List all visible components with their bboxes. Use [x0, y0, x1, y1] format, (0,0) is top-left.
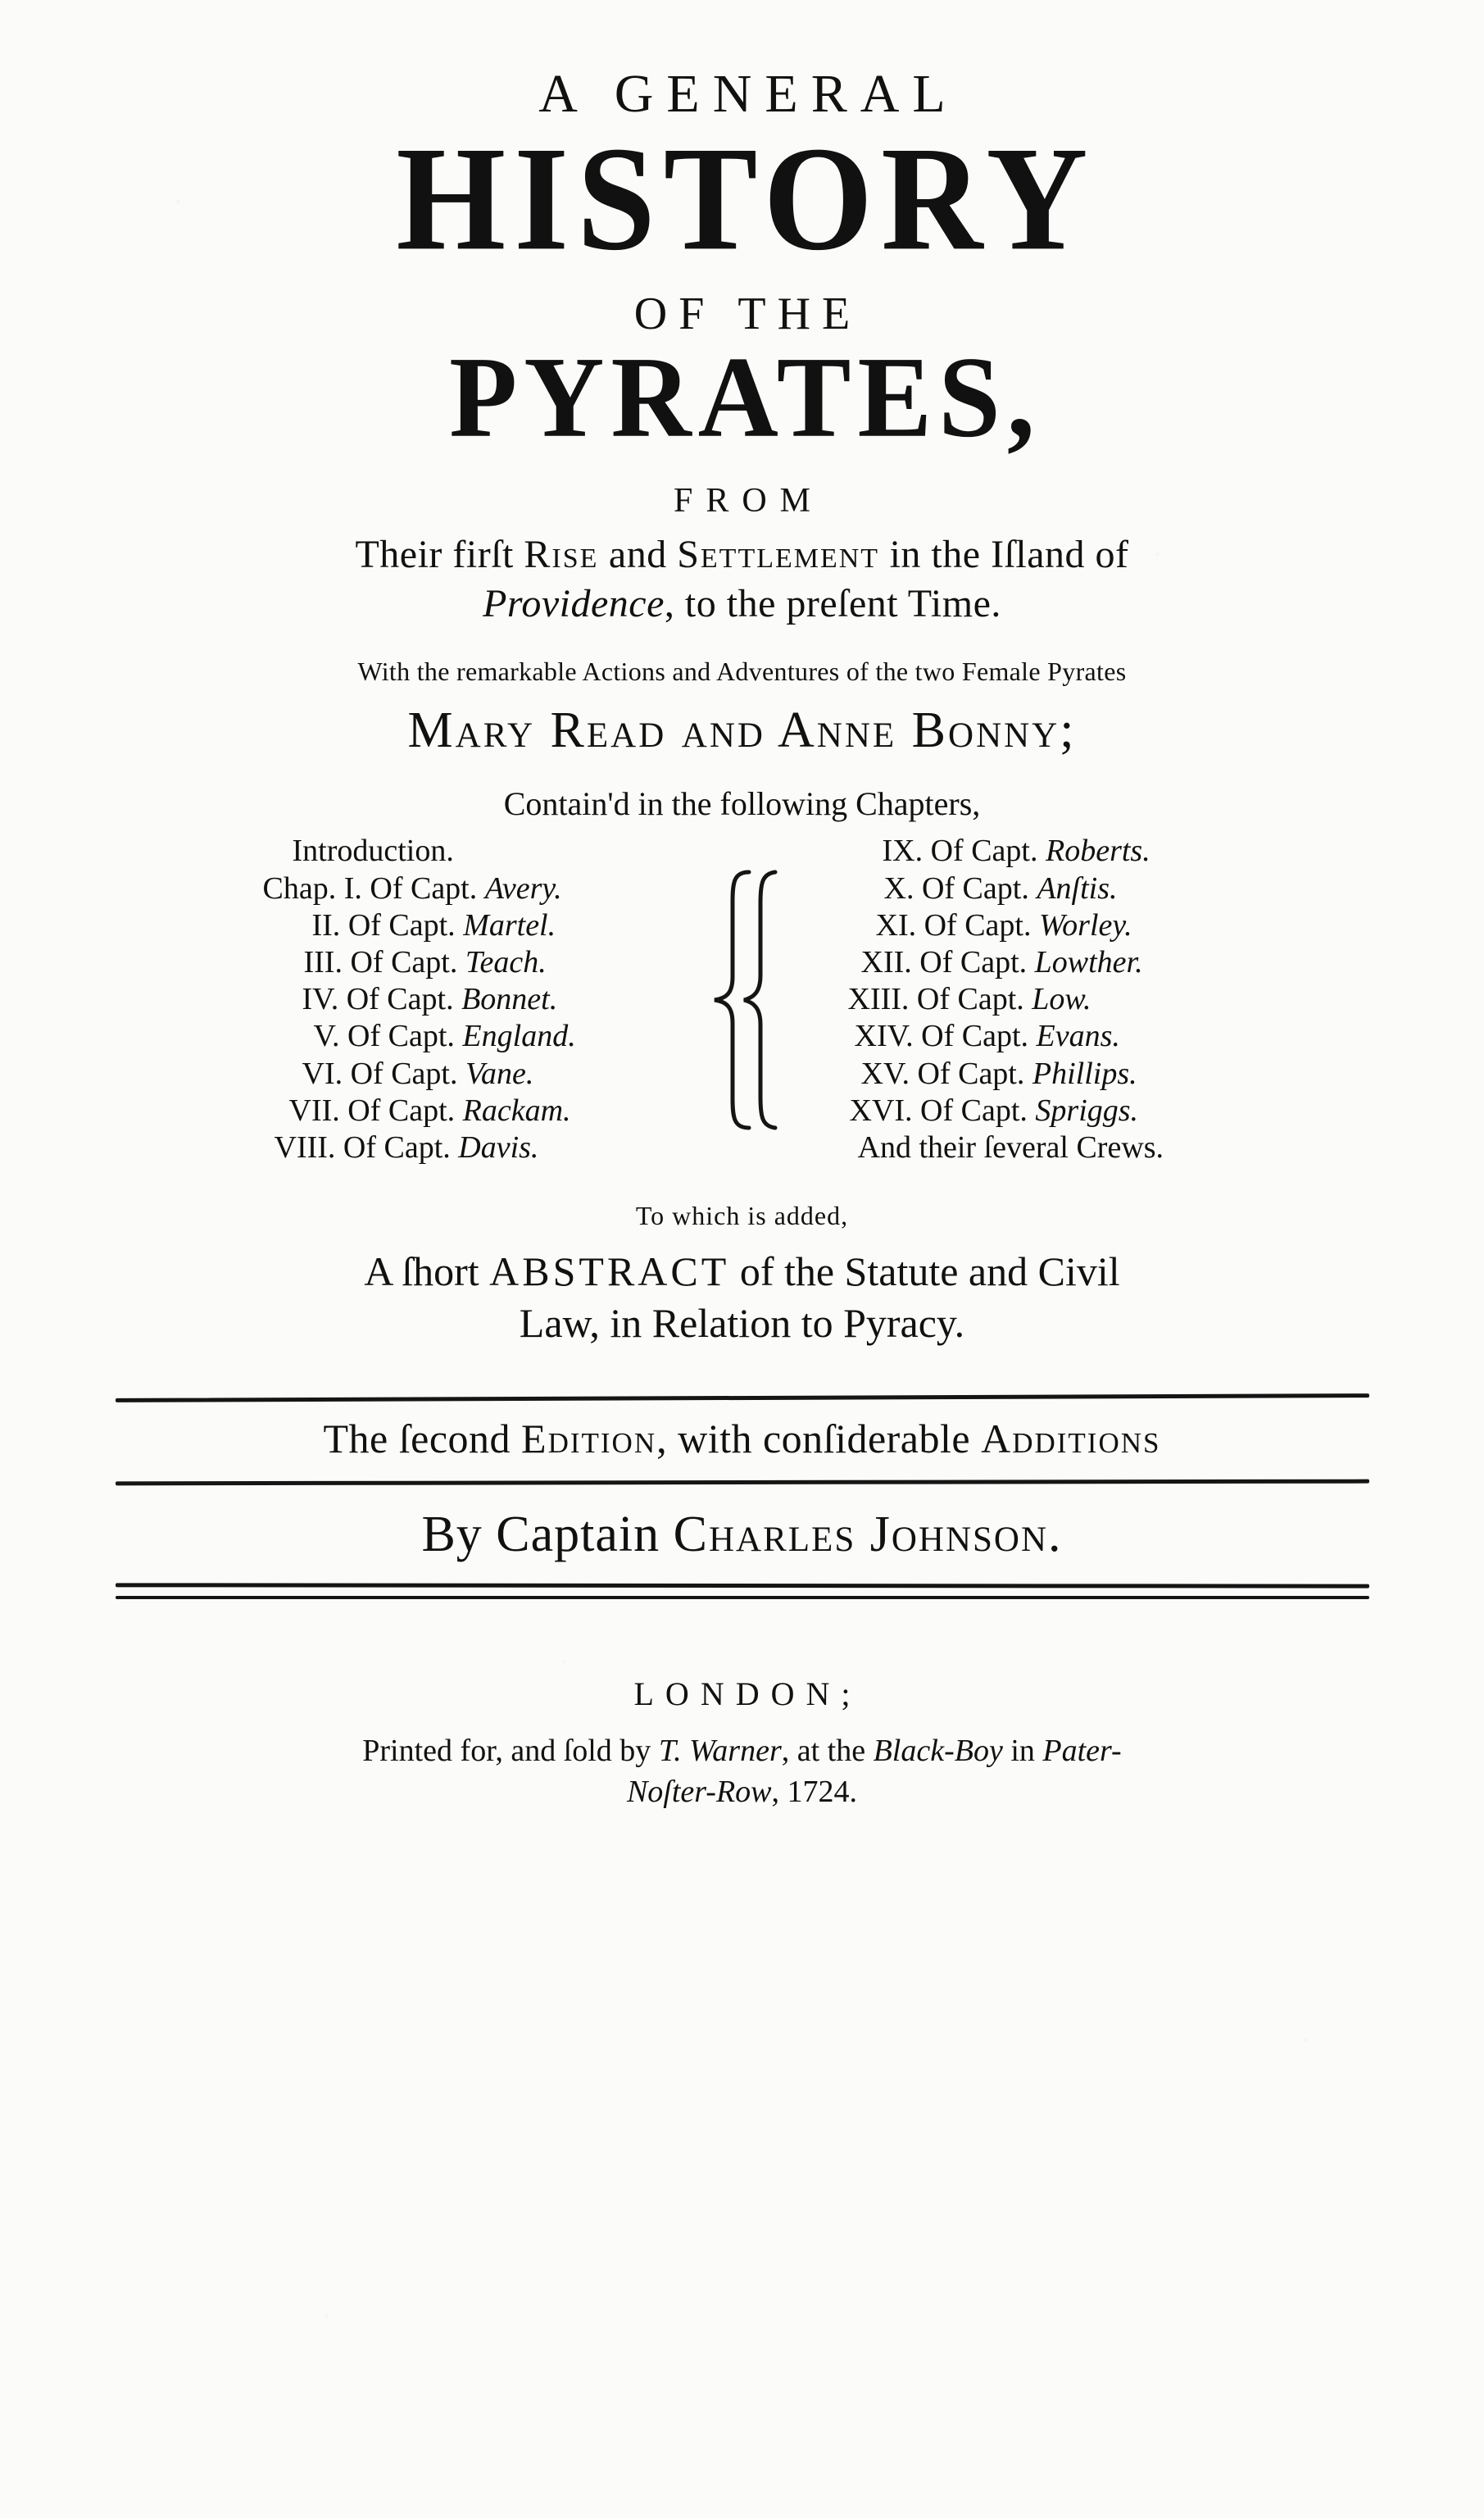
imprint-year: , 1724.: [771, 1774, 858, 1809]
chapter-of: Of Capt.: [924, 907, 1032, 943]
chapter-of: Of Capt.: [347, 1093, 456, 1128]
chapter-row: [837, 1056, 1312, 1093]
chapter-name: Roberts.: [1045, 834, 1150, 869]
title-line-of-the: OF THE: [633, 289, 862, 340]
chapter-number: VIII.: [274, 1130, 336, 1166]
chapter-row: [837, 833, 1312, 870]
chapter-row: [263, 944, 697, 981]
chapter-of: Of Capt.: [921, 1019, 1029, 1054]
chapter-number: XVI.: [849, 1093, 913, 1128]
additions-word: Additions: [981, 1416, 1161, 1462]
chapter-number: VII.: [288, 1093, 340, 1128]
chapter-row: [263, 981, 697, 1018]
chapter-number: XV.: [860, 1056, 910, 1091]
edition-text-1: The ſecond: [323, 1416, 522, 1462]
chapter-number: III.: [303, 945, 343, 980]
imprint-shop-sign: Black-Boy: [873, 1734, 1003, 1769]
chapter-name: Davis.: [458, 1130, 539, 1166]
divider-rule-bottom-2: [116, 1596, 1369, 1599]
chapter-number: VI.: [302, 1056, 343, 1091]
chapter-name: Worley.: [1038, 907, 1132, 943]
chapter-column-right: [787, 833, 1312, 1166]
chapter-of: Of Capt.: [916, 982, 1024, 1017]
chapter-of: Of Capt.: [921, 870, 1029, 906]
title-line-history: HISTORY: [396, 116, 1096, 282]
chapter-row: [263, 1129, 697, 1166]
abstract-text-2: of the Statute and Civil: [729, 1248, 1120, 1295]
chapter-number: IX.: [882, 834, 924, 869]
chapter-name: Lowther.: [1034, 945, 1143, 980]
chapter-number: Chap. I.: [262, 870, 362, 906]
title-line-a-general: A GENERAL: [538, 64, 959, 124]
chapter-number: XII.: [860, 945, 912, 980]
chapter-number: XI.: [875, 907, 917, 943]
chapter-row: [837, 870, 1312, 907]
abstract-block: [78, 1246, 1406, 1348]
remarkable-actions-line: With the remarkable Actions and Adventures of the two Female Pyrates: [357, 657, 1127, 687]
subtitle-text-4: , to the preſent Time.: [664, 582, 1001, 626]
chapter-name: Evans.: [1036, 1019, 1120, 1054]
subtitle-text-3: in the Iſland of: [879, 533, 1129, 577]
chapter-of: Of Capt.: [343, 1130, 451, 1166]
chapter-row: [837, 981, 1312, 1018]
chapter-row: [837, 944, 1312, 981]
edition-line: [78, 1415, 1406, 1462]
chapter-name: Low.: [1032, 982, 1091, 1017]
abstract-line-2: Law, in Relation to Pyracy.: [519, 1299, 965, 1346]
chapter-of: Of Capt.: [347, 1019, 455, 1054]
chapter-crews-line: And their ſeveral Crews.: [857, 1130, 1164, 1166]
author-line: [78, 1506, 1406, 1564]
chapter-row: [263, 870, 697, 907]
chapter-list: [78, 833, 1406, 1166]
chapter-name: England.: [462, 1019, 576, 1054]
chapter-number: V.: [313, 1019, 340, 1054]
chapter-of: Of Capt.: [930, 834, 1038, 869]
subtitle-block: [78, 530, 1406, 629]
divider-rule-bottom-1: [115, 1584, 1368, 1589]
chapter-column-left: [173, 833, 697, 1166]
chapter-name: Spriggs.: [1035, 1093, 1139, 1128]
chapter-row: [837, 907, 1312, 944]
imprint-city: LONDON;: [633, 1675, 862, 1713]
subtitle-rise: Rise: [524, 533, 599, 577]
chapter-number: II.: [311, 907, 341, 943]
divider-rule-middle: [115, 1479, 1368, 1486]
subtitle-text-1: Their firſt: [355, 533, 524, 577]
chapter-row: [837, 1093, 1312, 1129]
chapter-name: Martel.: [463, 907, 556, 943]
chapter-row: [263, 1093, 697, 1129]
chapter-name: Avery.: [484, 870, 562, 906]
imprint-text-3: in: [1002, 1734, 1043, 1769]
chapter-of: Of Capt.: [346, 982, 454, 1017]
curly-brace-icon: [697, 833, 787, 1166]
chapter-name: Teach.: [465, 945, 547, 980]
imprint-publisher: T. Warner: [658, 1734, 782, 1769]
chapter-name: Anſtis.: [1037, 870, 1118, 906]
chapter-of: Of Capt.: [370, 870, 478, 906]
author-text-prefix: By Captain: [421, 1507, 674, 1563]
chapter-of: Of Capt.: [350, 945, 458, 980]
chapter-number: XIII.: [847, 982, 910, 1017]
chapter-row: [263, 1018, 697, 1055]
edition-word: Edition: [521, 1416, 657, 1462]
edition-text-2: , with conſiderable: [656, 1416, 982, 1462]
chapter-number: X.: [883, 870, 914, 906]
abstract-word: ABSTRACT: [489, 1248, 730, 1295]
chapter-row: [263, 1056, 697, 1093]
chapter-name: Phillips.: [1032, 1056, 1137, 1091]
to-which-is-added-line: To which is added,: [635, 1201, 849, 1231]
chapter-name: Rackam.: [462, 1093, 571, 1128]
imprint-street-part-2: Noſter-Row: [626, 1774, 772, 1809]
subtitle-settlement: Settlement: [677, 533, 880, 577]
chapter-row: [837, 1018, 1312, 1055]
chapter-name: Bonnet.: [461, 982, 558, 1017]
chapter-intro: Introduction.: [292, 834, 454, 869]
divider-rule-top: [115, 1393, 1368, 1402]
title-page-content: [78, 49, 1406, 2493]
abstract-text-1: A ſhort: [364, 1248, 490, 1295]
from-label: FROM: [673, 482, 824, 520]
chapter-name: Vane.: [465, 1056, 534, 1091]
imprint-text-2: , at the: [781, 1734, 874, 1769]
author-name: Charles Johnson.: [673, 1507, 1063, 1563]
female-pyrates-names: Mary Read and Anne Bonny;: [407, 702, 1077, 759]
imprint-street-part-1: Pater-: [1042, 1734, 1122, 1769]
chapter-of: Of Capt.: [919, 945, 1028, 980]
chapter-of: Of Capt.: [347, 907, 456, 943]
imprint-text-1: Printed for, and ſold by: [362, 1734, 659, 1769]
contained-in-chapters-line: Contain'd in the following Chapters,: [503, 785, 981, 823]
chapter-number: IV.: [302, 982, 339, 1017]
subtitle-text-2: and: [598, 533, 678, 577]
imprint-block: [78, 1731, 1406, 1812]
chapter-of: Of Capt.: [920, 1093, 1028, 1128]
title-line-pyrates: PYRATES,: [449, 334, 1042, 462]
chapter-number: XIV.: [854, 1019, 914, 1054]
chapter-row: [263, 907, 697, 944]
chapter-of: Of Capt.: [917, 1056, 1025, 1091]
subtitle-providence: Providence: [483, 582, 665, 626]
chapter-of: Of Capt.: [350, 1056, 458, 1091]
